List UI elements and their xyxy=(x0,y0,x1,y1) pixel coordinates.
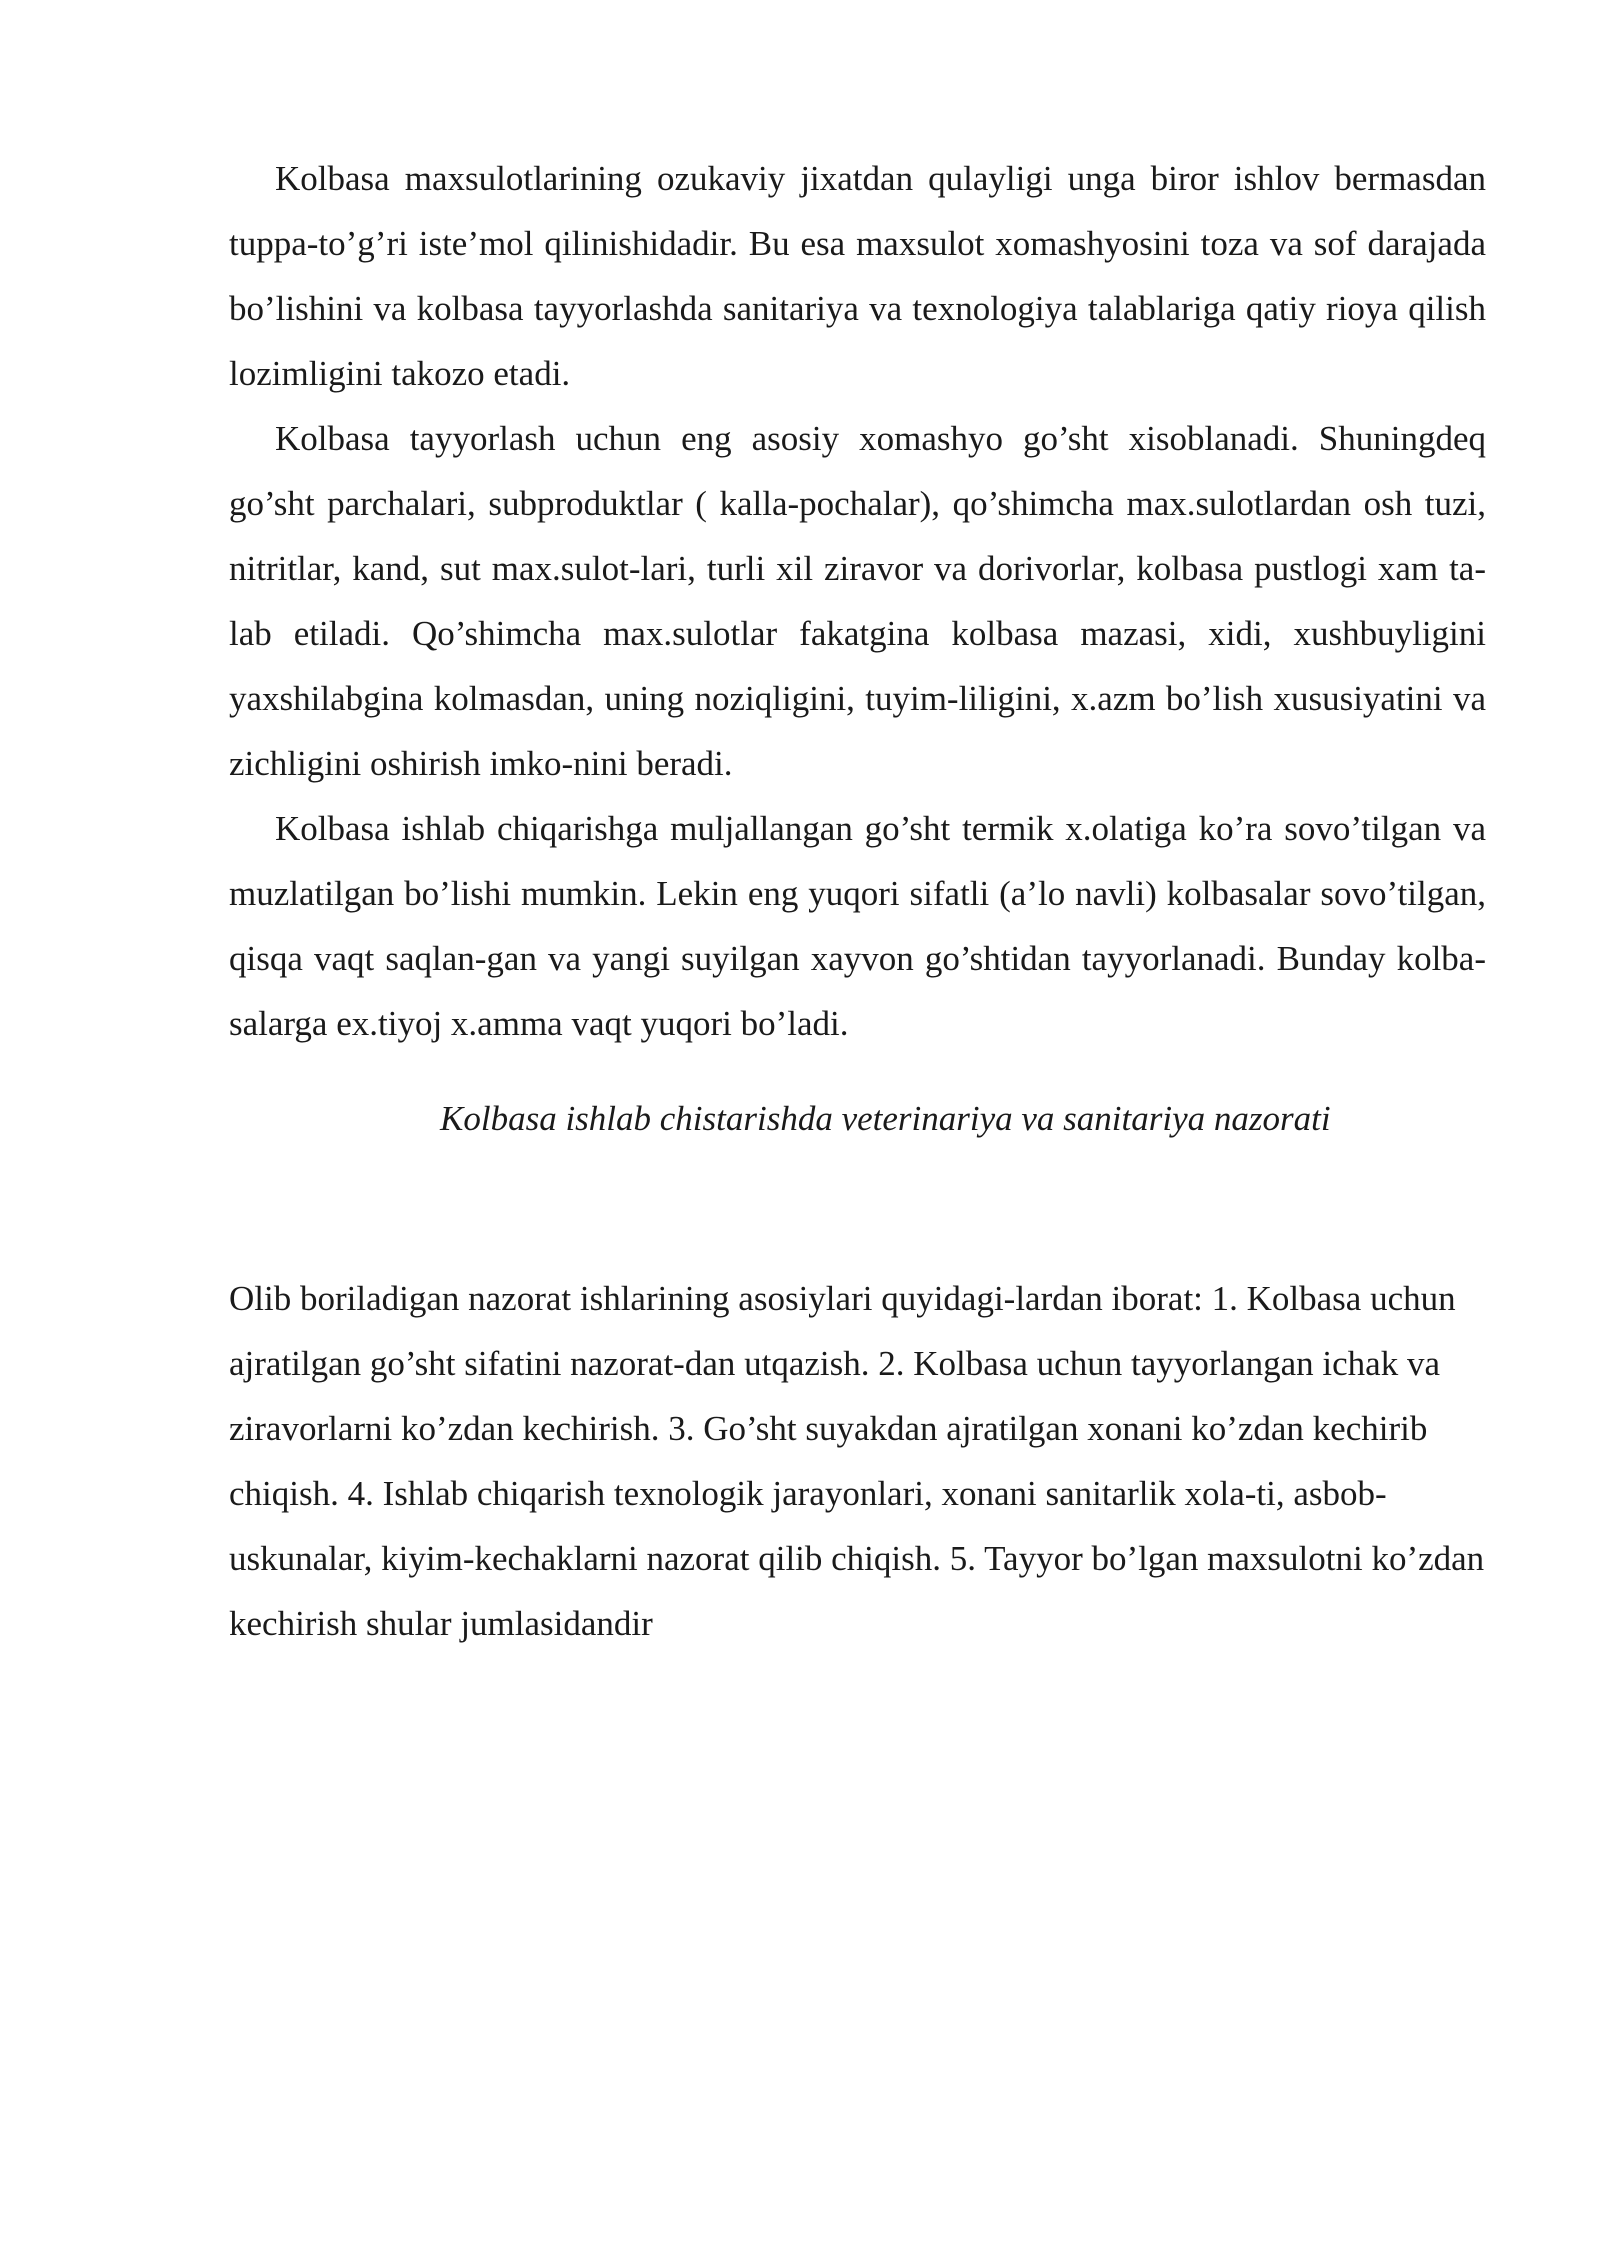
paragraph-meat-condition: Kolbasa ishlab chiqarishga muljallangan go’sht termik x.olatiga ko’ra sovo’tilgan va muzlatilgan bo’lishi mumkin. Lekin eng yuqori sifatli (a’lo navli) kolbasalar sovo’tilgan, qisqa vaqt saqlan-gan va yangi suyilgan xayvon go’shtidan tayyorlanadi. Bunday kolba-salarga ex.tiyoj x.amma vaqt yuqori bo’ladi. xyxy=(229,809,1486,1043)
paragraph-intro: Kolbasa maxsulotlarining ozukaviy jixatdan qulayligi unga biror ishlov bermasdan tuppa-to’g’ri iste’mol qilinishidadir. Bu esa maxsulot xomashyosini toza va sof darajada bo’lishini va kolbasa tayyorlashda sanitariya va texnologiya talablariga qatiy rioya qilish lozimligini takozo etadi. xyxy=(229,159,1486,393)
paragraph-raw-materials: Kolbasa tayyorlash uchun eng asosiy xomashyo go’sht xisoblanadi. Shuningdeq go’sht parchalari, subproduktlar ( kalla-pochalar), qo’shimcha max.sulotlardan osh tuzi, nitritlar, kand, sut max.sulot-lari, turli xil ziravor va dorivorlar, kolbasa pustlogi xam ta-lab etiladi. Qo’shimcha max.sulotlar fakatgina kolbasa mazasi, xidi, xushbuyligini yaxshilabgina kolmasdan, uning noziqligini, tuyim-liligini, x.azm bo’lish xususiyatini va zichligini oshirish imko-nini beradi. xyxy=(229,419,1486,783)
document-body xyxy=(229,146,1486,1656)
paragraph-control-list: Olib boriladigan nazorat ishlarining asosiylari quyidagi-lardan iborat: 1. Kolbasa uchun ajratilgan go’sht sifatini nazorat-dan utqazish. 2. Kolbasa uchun tayyorlangan ichak va ziravorlarni ko’zdan kechirish. 3. Go’sht suyakdan ajratilgan xonani ko’zdan kechirib chiqish. 4. Ishlab chiqarish texnologik jarayonlari, xonani sanitarlik xola-ti, asbob-uskunalar, kiyim-kechaklarni nazorat qilib chiqish. 5. Tayyor bo’lgan maxsulotni ko’zdan kechirish shular jumlasidandir xyxy=(229,1279,1485,1643)
section-heading: Kolbasa ishlab chistarishda veterinariya va sanitariya nazorati xyxy=(440,1099,1331,1138)
